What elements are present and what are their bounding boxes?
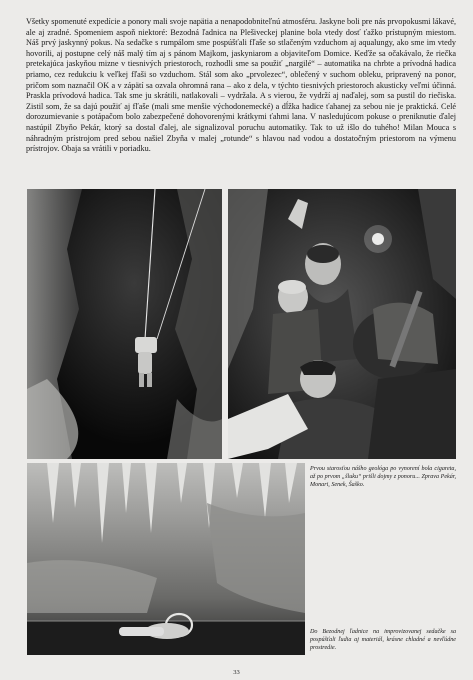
caption-divers-cigarette: Prvou starosťou nášho geológa po vynorení bola cigareta, až po prvom „šluku“ prišli dojmy z ponoru... Zprava Pekár, Monari, Senek, Šaško. bbox=[310, 466, 456, 489]
photo-diver-descending bbox=[27, 189, 222, 459]
photo-diver-descending-image bbox=[27, 189, 222, 459]
photo-divers-cigarette bbox=[228, 189, 456, 459]
photo-divers-cigarette-image bbox=[228, 189, 456, 459]
photo-cave-lake-image bbox=[27, 463, 305, 655]
page-number: 33 bbox=[233, 669, 240, 676]
article-text: Všetky spomenuté expedície a ponory mali svoje napätia a nenapodobniteľnú atmosféru. Jaskyne boli pre nás prvopokusmi lákavé, ale aj zradné. Spomeniem aspoň niektoré: Bezodná ľadnica na Plešiveckej planine bola vtedy dosť ťažko prístupným miestom. Náš prvý jaskynný pokus. Na sedačke s rumpálom sme pospúšťali fľaše so stlačeným vzduchom aj aqualungy, ako sme im vtedy hovorili, aj postupne celý náš malý tím aj s pánom Majkom, jaskyniarom a objaviteľom Domice. Keďže sa očakávalo, že riečka pretekajúca jaskyňou mizne v tiesnivých priestoroch, rozhodli sme sa použiť „nargilé“ – automatika na chrbte a prívodná hadica priamo, cez redukciu k veľkej fľaši so vzduchom. Stál som ako „prvolezec“, oblečený v suchom obleku, pripravený na ponor, pričom som naznačil OK a v zápätí sa ozvala ohromná rana – ako z dela, v týchto tiesnivých priestoroch akusticky veľmi účinná. Praskla prívodová hadica. Tak sme ju skrátili, natlakovali – vydržala. A s vierou, že vydrží aj naďalej, som sa pustil do riečiska. Zistil som, že sa dajú použiť aj fľaše (mali sme menšie východonemecké) a dĺžka hadice ťahanej za sebou nie je praktická. Celé dorozumievanie s potápačom bolo zabezpečené dohovorenými krátkymi ťahmi lana. V nasledujúcom pokuse o preniknutie ďalej nastúpil Zbyňo Pekár, ktorý sa dostal ďalej, ale signalizoval poruchu automatiky. Tak to už išlo do tuhého! Milan Mouca s náhradným prístrojom pred sebou našiel Zbyňa v malej „rotunde“ s hlavou nad vodou a dostatočným priestorom na výmenu prístrojov. Obaja sa vrátili v poriadku. bbox=[26, 17, 456, 154]
caption-cave-lake: Do Bezodnej ľadnice na improvizovanej sedačke sa pospúšťali ľudia aj materiál, krásne chladné a nevľúdne prostredie. bbox=[310, 629, 456, 652]
photo-cave-lake bbox=[27, 463, 305, 655]
